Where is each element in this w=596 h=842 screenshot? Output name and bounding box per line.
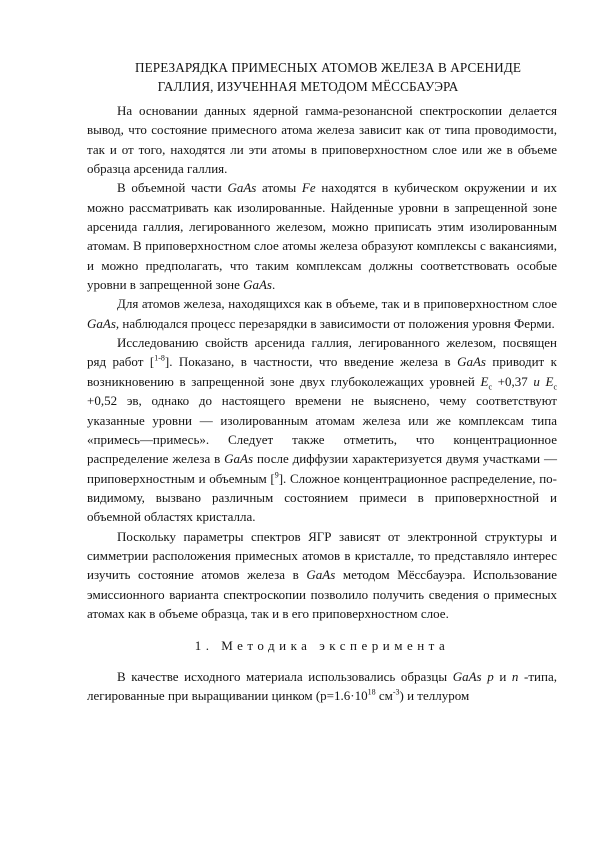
reference-citation: 9	[274, 470, 279, 480]
paragraph-materials: В качестве исходного материала использовались образцы GaAs p и n -типа, легированные при выращивании цинком ($p=1.6\cdot 10^{18}$ $см^{-3}$) и теллуром	[87, 668, 557, 703]
paragraph-prior-work: Исследованию свойств арсенида галлия, легированного железом, посвящен ряд работ [$^{1-8}$]. Показано, в частности, что введение железа в GaAs приводит к возникновению в запрещенной зоне двух глубоколежащих уровней $E_c +0,37$ и $E_c +0,52$ эв, однако до настоящего времени не выяснено, чему соответствуют указанные уровни — изолированным атомам железа или же комплексам типа «примесь—примесь». Следует также отметить, что концентрационное распределение железа в GaAs после диффузии характеризуется двумя участками — приповерхностным и объемным [$^9$]. Сложное концентрационное распределение, по-видимому, вызвано различным состоянием примеси в приповерхностной и объемной областях кристалла.	[87, 335, 558, 525]
section-heading: 1. Методика эксперимента	[194, 638, 450, 654]
paragraph-abstract: На основании данных ядерной гамма-резонансной спектроскопии делается вывод, что состояние примесного атома железа зависит как от типа проводимости, так и от того, находятся ли эти атомы в приповерхностном слое или же в объеме образца арсенида галлия.	[87, 103, 557, 177]
paper-body	[87, 101, 557, 705]
paper-title-line-1: ПЕРЕЗАРЯДКА ПРИМЕСНЫХ АТОМОВ ЖЕЛЕЗА В АРСЕНИДЕ	[134, 60, 522, 75]
paper-title-line-2: ГАЛЛИЯ, ИЗУЧЕННАЯ МЕТОДОМ МЁССБАУЭРА	[157, 79, 459, 94]
paragraph-recharging: Для атомов железа, находящихся как в объеме, так и в приповерхностном слое GaAs, наблюдался процесс перезарядки в зависимости от положения уровня Ферми.	[87, 296, 557, 331]
paragraph-motivation: Поскольку параметры спектров ЯГР зависят от электронной структуры и симметрии расположения примесных атомов в кристалле, то представляло интерес изучить состояние атомов железа в GaAs методом Мёссбауэра. Использование эмиссионного варианта спектроскопии позволило получить сведения о примесных атомах как в объеме образца, так и в его приповерхностном слое.	[87, 528, 557, 621]
reference-citation: 1-8	[154, 354, 165, 364]
paragraph-bulk-gaas: В объемной части GaAs атомы Fe находятся в кубическом окружении и их можно рассматривать как изолированные. Найденные уровни в запрещенной зоне арсенида галлия, легированного железом, можно приписать этим изолированным атомам. В приповерхностном слое атомы железа образуют комплексы с вакансиями, и можно предполагать, что таким комплексам должны соответствовать особые уровни в запрещенной зоне GaAs.	[87, 180, 557, 293]
